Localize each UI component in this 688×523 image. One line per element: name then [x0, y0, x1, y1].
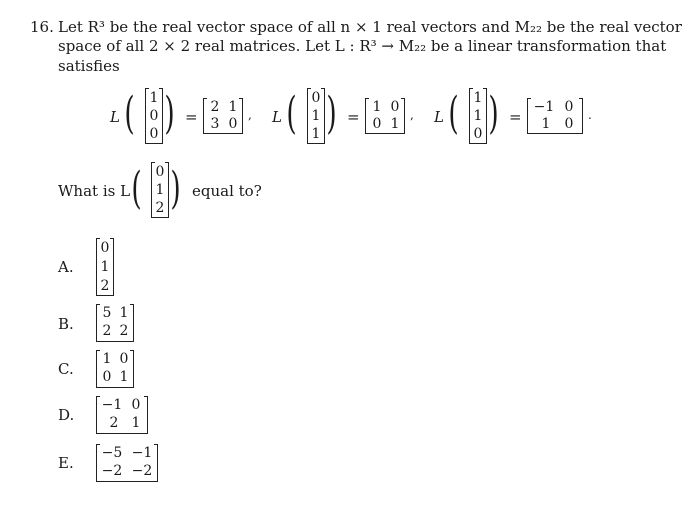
vector-entry: 0	[155, 164, 165, 180]
left-paren: (	[124, 88, 135, 139]
choice-matrix	[96, 444, 158, 482]
matrix-entry: −1	[131, 445, 153, 461]
matrix-entry: 2	[102, 323, 112, 339]
vector-entry: 0	[149, 108, 159, 124]
vector-entry: 0	[149, 126, 159, 142]
matrix-entry: 2	[119, 323, 129, 339]
matrix-entry: 0	[390, 99, 400, 115]
vector-entry: 2	[155, 200, 165, 216]
output-matrix	[203, 98, 243, 134]
choice-letter: E.	[58, 454, 74, 472]
matrix-entry: −2	[131, 463, 153, 479]
problem-line-1: Let R³ be the real vector space of all n × 1 real vectors and M₂₂ be the real vector	[58, 18, 682, 36]
matrix-entry: 0	[564, 116, 574, 132]
input-vector	[145, 88, 163, 144]
right-paren: )	[164, 88, 175, 139]
output-matrix	[365, 98, 405, 134]
matrix-entry: −1	[101, 397, 123, 413]
L-symbol: L	[110, 108, 120, 126]
vector-entry: 0	[311, 90, 321, 106]
choice-letter: C.	[58, 360, 74, 378]
comma: ,	[410, 108, 414, 122]
vector-entry: 1	[473, 90, 483, 106]
choice-letter: B.	[58, 315, 74, 333]
vector-entry: 1	[155, 182, 165, 198]
right-paren: )	[488, 88, 499, 139]
matrix-entry: −5	[101, 445, 123, 461]
matrix-entry: 0	[102, 369, 112, 385]
matrix-entry: 1	[102, 351, 112, 367]
matrix-entry: 0	[564, 99, 574, 115]
choice-letter: A.	[58, 258, 74, 276]
L-symbol: L	[434, 108, 444, 126]
question-prefix: What is L	[58, 182, 131, 200]
input-vector	[469, 88, 487, 144]
vector-entry: 1	[311, 108, 321, 124]
vector-entry: 0	[100, 240, 110, 256]
matrix-entry: 2	[210, 99, 220, 115]
matrix-entry: 1	[228, 99, 238, 115]
left-paren: (	[286, 88, 297, 139]
choice-vector	[96, 238, 114, 296]
matrix-entry: 1	[119, 369, 129, 385]
matrix-entry: −2	[101, 463, 123, 479]
matrix-entry: 1	[372, 99, 382, 115]
vector-entry: 2	[100, 278, 110, 294]
input-vector	[307, 88, 325, 144]
choice-matrix	[96, 304, 134, 342]
right-paren: )	[326, 88, 337, 139]
question-suffix: equal to?	[192, 182, 262, 200]
choice-matrix	[96, 396, 148, 434]
matrix-entry: 1	[131, 415, 141, 431]
comma: ,	[248, 108, 252, 122]
vector-entry: 1	[100, 259, 110, 275]
equals-sign: =	[347, 108, 360, 126]
period: .	[588, 108, 592, 122]
L-symbol: L	[272, 108, 282, 126]
left-paren: (	[131, 163, 142, 214]
choice-matrix	[96, 350, 134, 388]
matrix-entry: −1	[533, 99, 555, 115]
vector-entry: 1	[473, 108, 483, 124]
matrix-entry: 0	[119, 351, 129, 367]
matrix-entry: 0	[131, 397, 141, 413]
vector-entry: 0	[473, 126, 483, 142]
choice-letter: D.	[58, 406, 75, 424]
matrix-entry: 1	[541, 116, 551, 132]
problem-line-3: satisfies	[58, 57, 120, 75]
equals-sign: =	[185, 108, 198, 126]
problem-number: 16.	[30, 18, 54, 36]
matrix-entry: 0	[372, 116, 382, 132]
query-vector	[151, 162, 169, 218]
problem-line-2: space of all 2 × 2 real matrices. Let L : R³ → M₂₂ be a linear transformation that	[58, 37, 667, 55]
matrix-entry: 2	[109, 415, 119, 431]
matrix-entry: 3	[210, 116, 220, 132]
vector-entry: 1	[149, 90, 159, 106]
output-matrix	[527, 98, 583, 134]
right-paren: )	[170, 163, 181, 214]
equals-sign: =	[509, 108, 522, 126]
matrix-entry: 0	[228, 116, 238, 132]
matrix-entry: 1	[390, 116, 400, 132]
matrix-entry: 5	[102, 305, 112, 321]
left-paren: (	[448, 88, 459, 139]
vector-entry: 1	[311, 126, 321, 142]
matrix-entry: 1	[119, 305, 129, 321]
